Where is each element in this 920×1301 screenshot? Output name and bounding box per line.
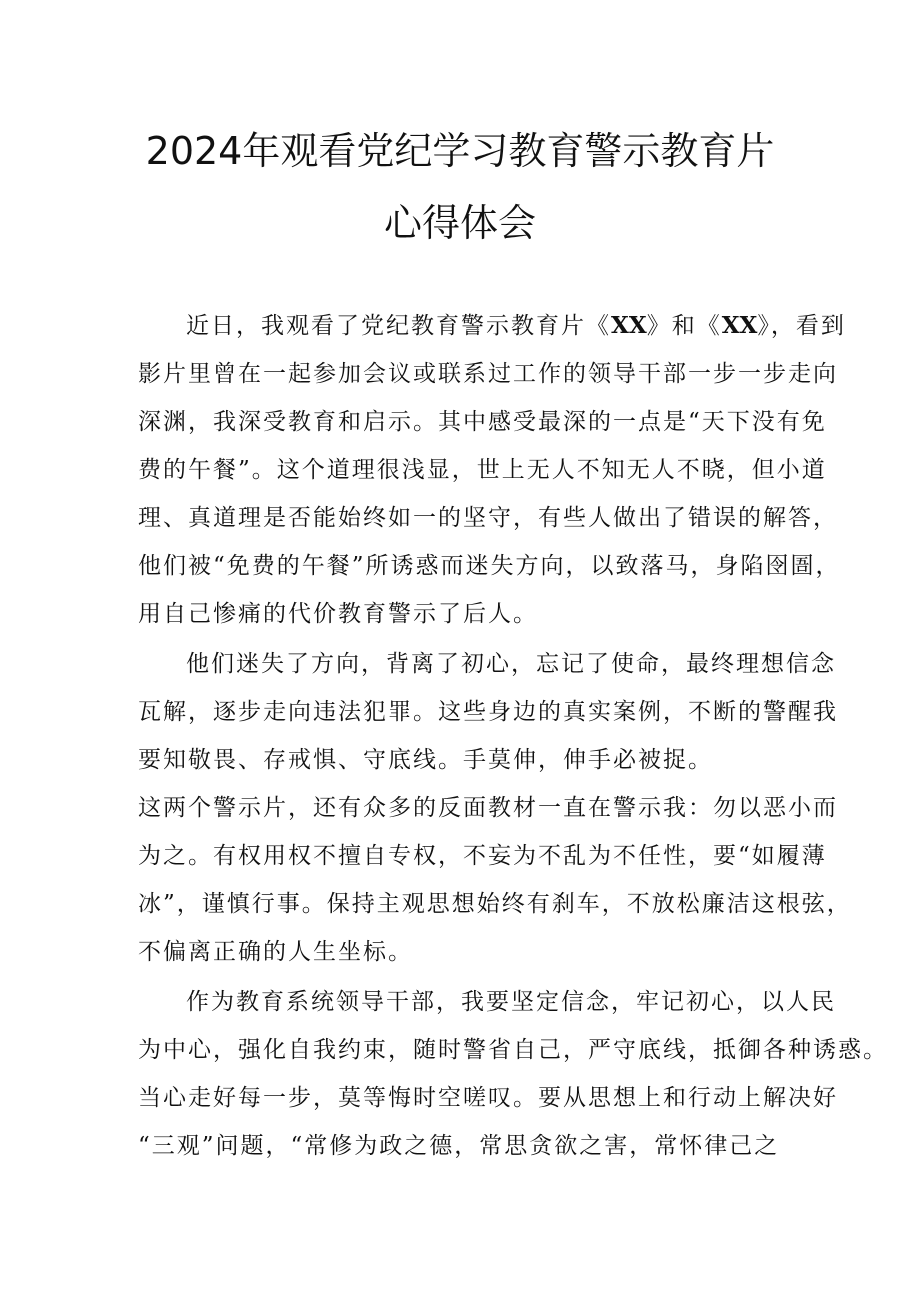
paragraph-1-line-1 [186,310,846,342]
paragraph-4-line-3: 当心走好每一步，莫等悔时空嗟叹。要从思想上和行动上解决好 [138,1085,838,1111]
document-title-line-1: 2024年观看党纪学习教育警示教育片 [145,129,775,173]
paragraph-2-line-2: 瓦解，逐步走向违法犯罪。这些身边的真实案例，不断的警醒我 [138,699,838,725]
paragraph-1-line-3: 深渊，我深受教育和启示。其中感受最深的一点是“天下没有免 [138,409,827,435]
paragraph-1-text-a: 近日，我观看了党纪教育警示教育片《 [186,313,611,339]
film-name-placeholder-2: XX [721,312,758,339]
paragraph-1-line-6: 他们被“免费的午餐”所诱惑而迷失方向，以致落马，身陷囹圄， [138,553,841,579]
paragraph-1-text-e: 》，看到 [757,313,846,339]
paragraph-4-line-1: 作为教育系统领导干部，我要坚定信念，牢记初心，以人民 [186,989,836,1015]
paragraph-3-line-2: 为之。有权用权不擅自专权，不妄为不乱为不任性，要“如履薄 [138,843,827,869]
paragraph-3-line-4: 不偏离正确的人生坐标。 [138,939,413,965]
paragraph-4-line-4: “三观”问题，“常修为政之德，常思贪欲之害，常怀律己之 [138,1133,780,1159]
document-title-line-2: 心得体会 [383,201,536,245]
paragraph-4-line-2: 为中心，强化自我约束，随时警省自己，严守底线，抵御各种诱惑。 [138,1037,888,1063]
paragraph-1-line-5: 理、真道理是否能始终如一的坚守，有些人做出了错误的解答， [138,505,838,531]
paragraph-3-line-1: 这两个警示片，还有众多的反面教材一直在警示我：勿以恶小而 [138,795,838,821]
paragraph-2-line-3: 要知敬畏、存戒惧、守底线。手莫伸，伸手必被捉。 [138,747,713,773]
paragraph-1-line-2: 影片里曾在一起参加会议或联系过工作的领导干部一步一步走向 [138,361,838,387]
film-name-placeholder-1: XX [611,312,647,339]
paragraph-1-text-c: 》和《 [646,313,722,339]
paragraph-1-line-7: 用自己惨痛的代价教育警示了后人。 [138,601,538,627]
paragraph-1-line-4: 费的午餐”。这个道理很浅显，世上无人不知无人不晓，但小道 [138,457,827,483]
paragraph-2-line-1: 他们迷失了方向，背离了初心，忘记了使命，最终理想信念 [186,651,836,677]
paragraph-3-line-3: 冰”，谨慎行事。保持主观思想始终有刹车，不放松廉洁这根弦， [138,891,852,917]
